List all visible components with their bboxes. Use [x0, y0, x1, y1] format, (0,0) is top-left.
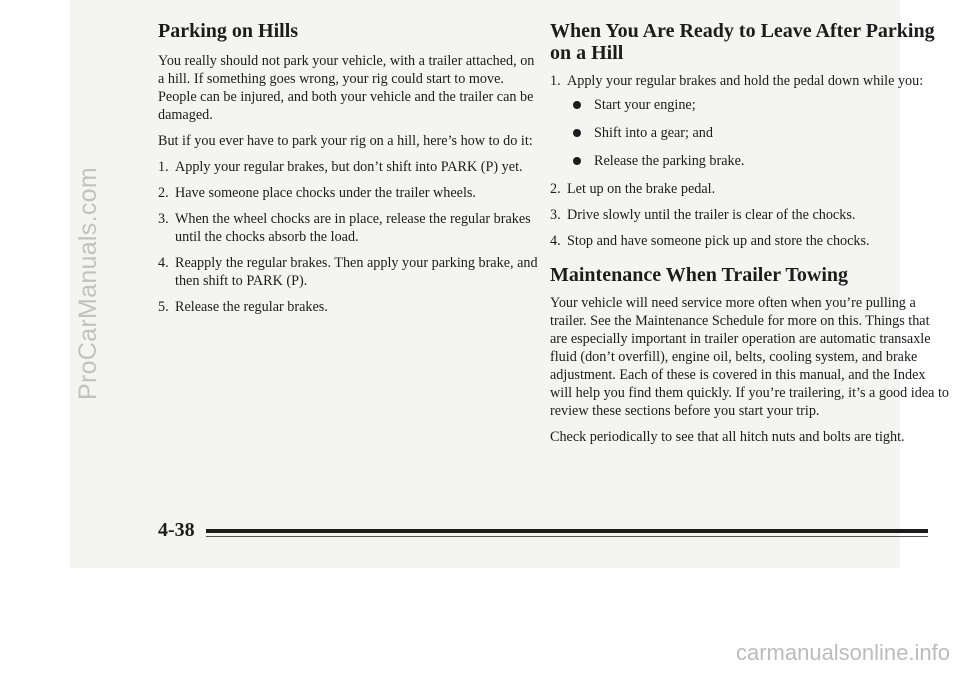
bullet-list: [550, 96, 950, 170]
list-item: 2. Have someone place chocks under the trailer wheels.: [158, 185, 476, 201]
list-item: 1. Apply your regular brakes and hold the pedal down while you:: [550, 73, 924, 89]
list-item: 1. Apply your regular brakes, but don’t shift into PARK (P) yet.: [158, 159, 523, 175]
leave-steps-list: [550, 72, 950, 90]
leave-steps-list-continued: [550, 180, 950, 250]
bullet-item: Shift into a gear; and: [550, 124, 950, 142]
paragraph: But if you ever have to park your rig on a hill, here’s how to do it:: [158, 133, 533, 149]
heading-parking-on-hills: Parking on Hills: [158, 20, 299, 42]
heading-ready-to-leave: When You Are Ready to Leave After Parking on a Hill: [550, 20, 935, 64]
heading-maintenance-trailer-towing: Maintenance When Trailer Towing: [550, 264, 848, 286]
right-column: [550, 20, 950, 454]
bullet-item: Release the parking brake.: [550, 152, 950, 170]
list-item: 2. Let up on the brake pedal.: [550, 181, 716, 197]
parking-steps-list: [158, 158, 538, 316]
page-footer: [158, 518, 928, 542]
left-column: [158, 20, 538, 324]
paragraph: Check periodically to see that all hitch nuts and bolts are tight.: [550, 429, 905, 445]
footer-rule: [206, 529, 928, 533]
list-item: 4. Stop and have someone pick up and store the chocks.: [550, 233, 870, 249]
bullet-dot-icon: [573, 129, 581, 137]
list-item: 4. Reapply the regular brakes. Then apply your parking brake, and then shift to PARK (P).: [158, 255, 538, 289]
paragraph: You really should not park your vehicle, with a trailer attached, on a hill. If something goes wrong, your rig could start to move. People can be injured, and both your vehicle and the trailer can be damaged.: [158, 53, 535, 123]
list-item: 5. Release the regular brakes.: [158, 299, 328, 315]
footer-rule-thin: [206, 536, 928, 537]
paragraph: Your vehicle will need service more often when you’re pulling a trailer. See the Maintenance Schedule for more on this. Things that are especially important in trailer operation are automatic transaxle fluid (don’t overfill), engine oil, belts, cooling system, and brake adjustment. Each of these is covered in this manual, and the Index will help you find them quickly. If you’re trailering, it’s a good idea to review these sections before you start your trip.: [550, 295, 949, 419]
bullet-dot-icon: [573, 157, 581, 165]
page-number: 4-38: [158, 519, 195, 541]
watermark-vertical: ProCarManuals.com: [74, 167, 102, 400]
watermark-bottom: carmanualsonline.info: [735, 640, 950, 665]
manual-page: [70, 0, 949, 568]
bullet-item: Start your engine;: [550, 96, 950, 114]
list-item: 3. When the wheel chocks are in place, release the regular brakes until the chocks absorb the load.: [158, 211, 531, 245]
list-item: 3. Drive slowly until the trailer is clear of the chocks.: [550, 207, 856, 223]
bullet-dot-icon: [573, 101, 581, 109]
